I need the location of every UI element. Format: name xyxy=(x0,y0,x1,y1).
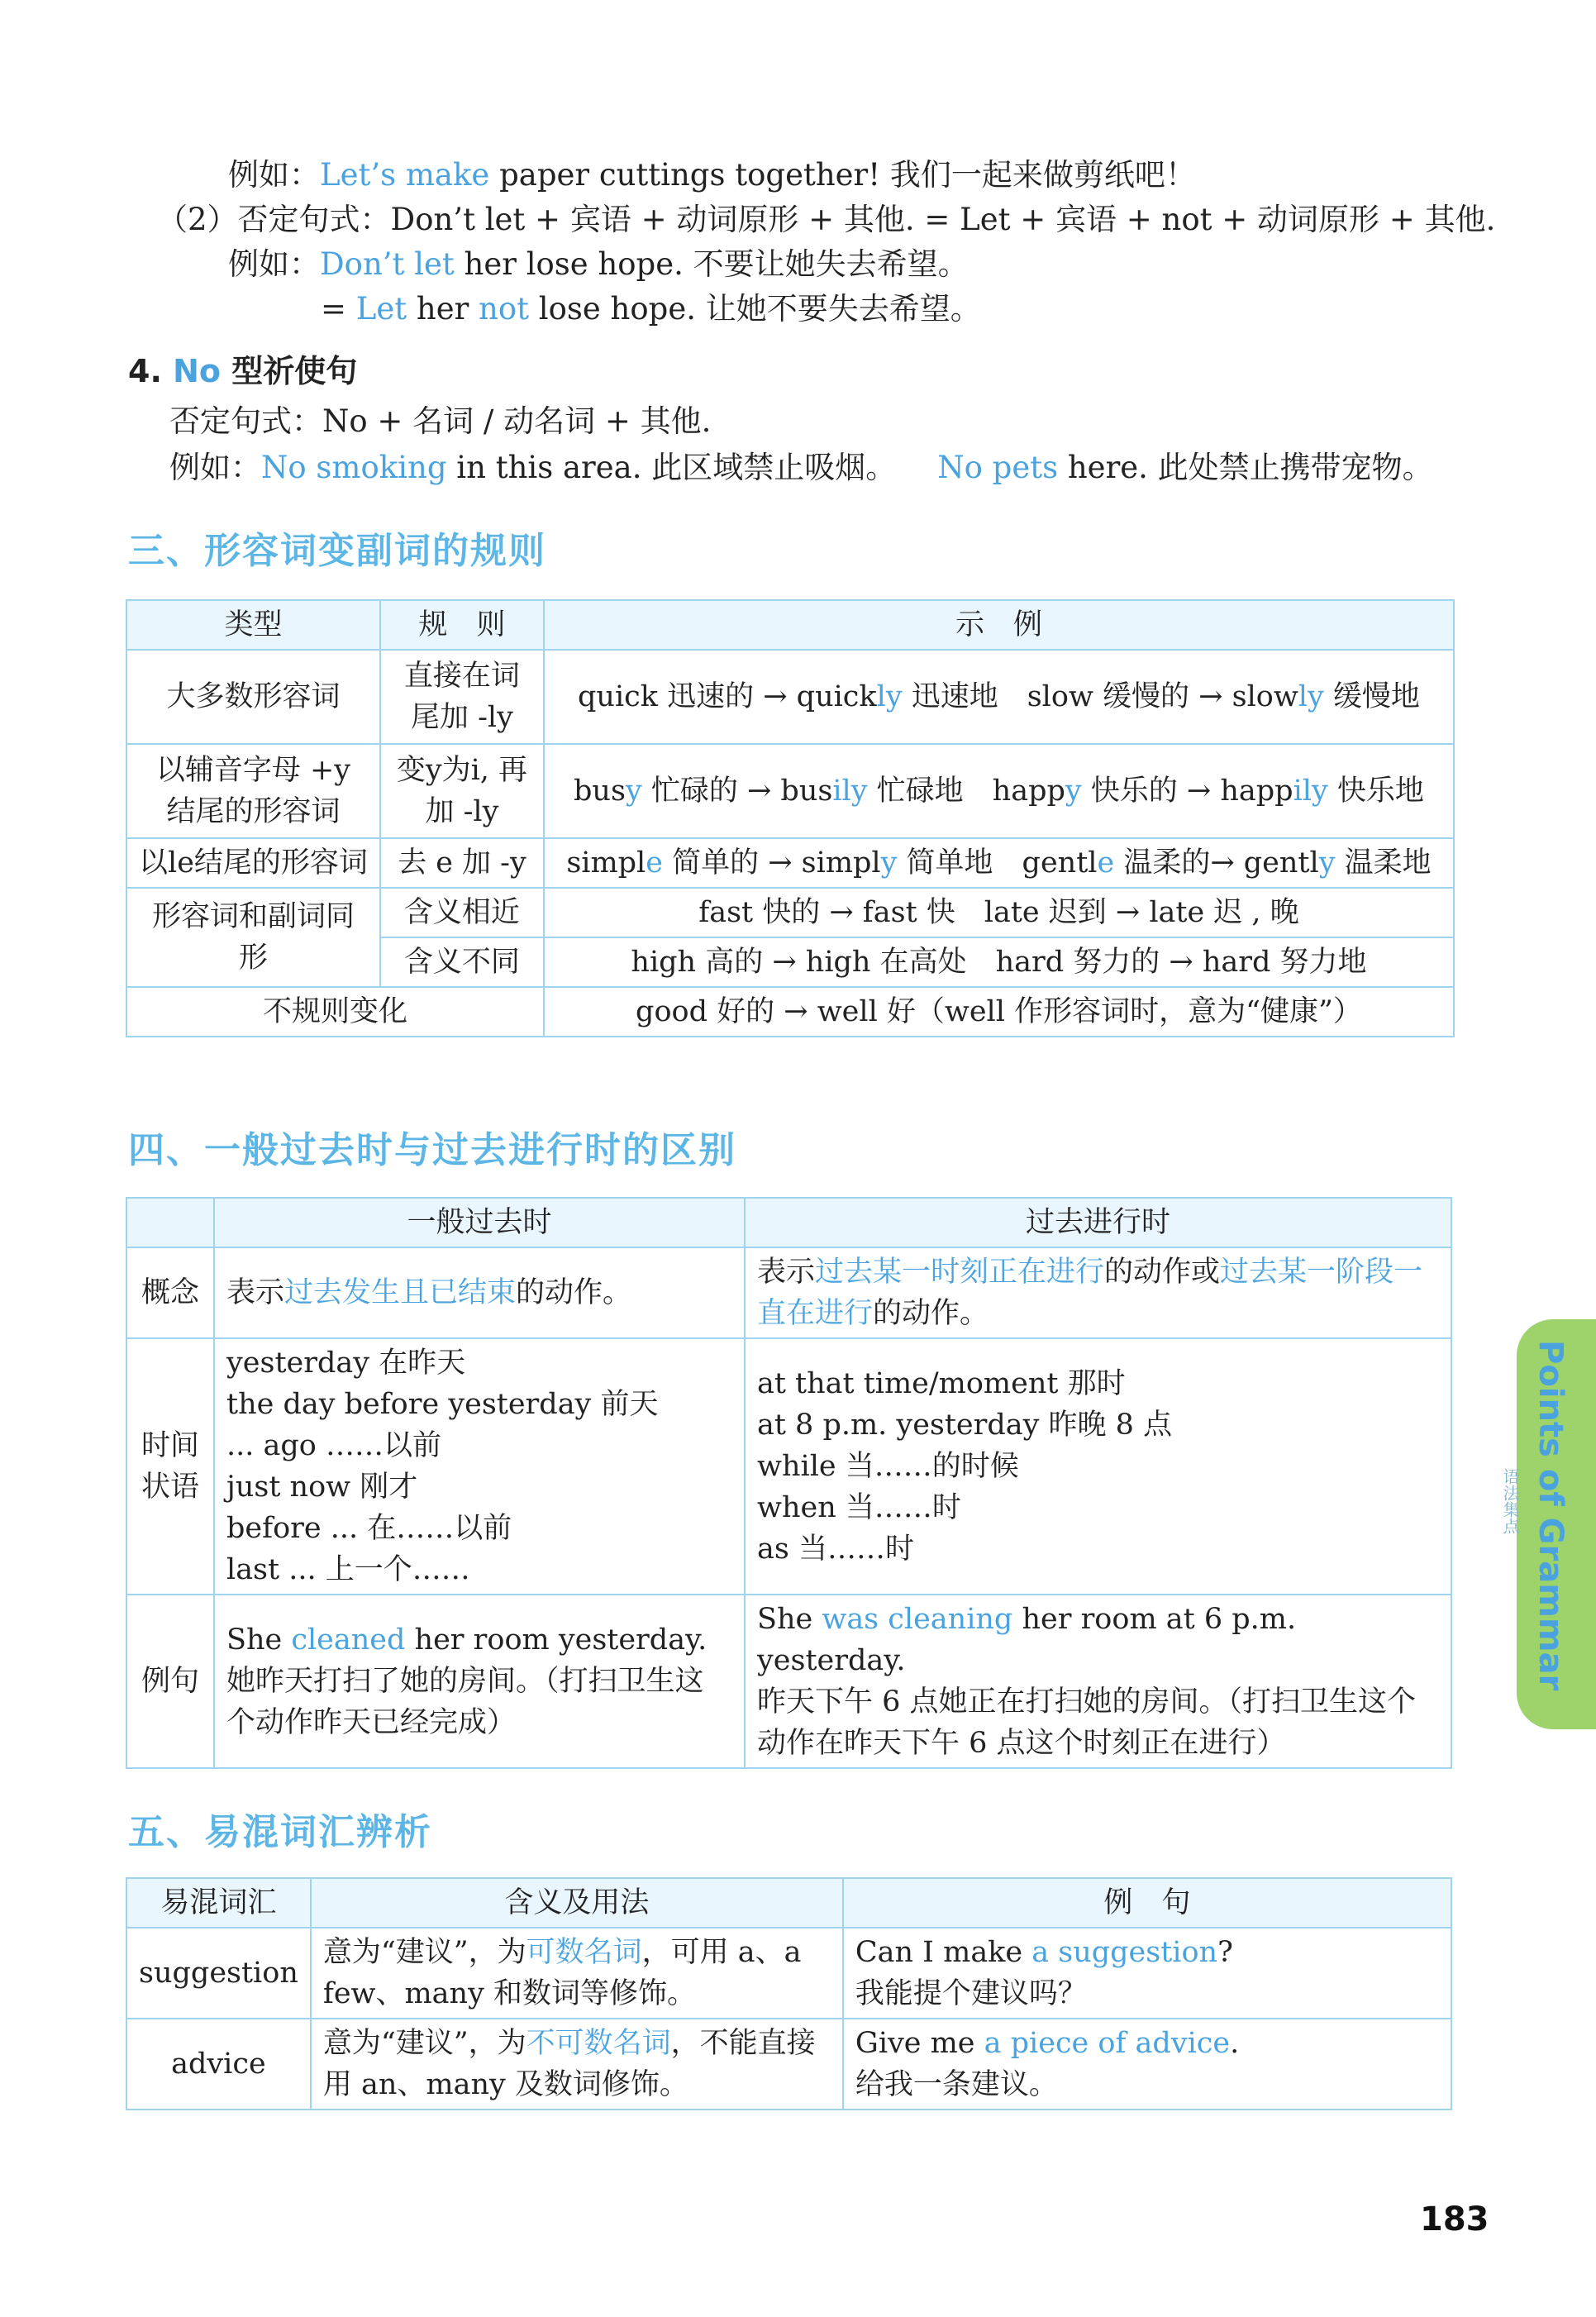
row-label: 时间状语 xyxy=(126,1338,214,1595)
example-cell xyxy=(544,744,1454,838)
rule-cell: 含义不同 xyxy=(380,937,544,987)
cell-text: ? xyxy=(1217,1936,1233,1969)
cell-text: 缓慢地 xyxy=(1323,680,1420,713)
highlight-text: Don’t let xyxy=(320,246,455,282)
table-header-row xyxy=(126,600,1454,650)
heading-number: 4. xyxy=(128,353,174,389)
highlight-text: ly xyxy=(1298,680,1324,713)
cell-text: ，不能直接用 an、many 及数词修饰。 xyxy=(322,2027,816,2101)
example-prefix: 例如： xyxy=(228,157,320,193)
cell-text: quick 迅速的 → quick xyxy=(578,680,877,713)
header-meaning: 含义及用法 xyxy=(311,1878,843,1928)
highlight-text: y xyxy=(1318,846,1336,880)
list-item: when 当……时 xyxy=(757,1491,961,1524)
list-item: as 当……时 xyxy=(757,1533,914,1566)
concept-simple-past xyxy=(214,1247,745,1338)
highlight-text: ily xyxy=(832,775,868,808)
highlight-text: Let xyxy=(355,291,407,327)
example-text: paper cuttings together! 我们一起来做剪纸吧！ xyxy=(489,157,1196,193)
header-simple-past: 一般过去时 xyxy=(214,1198,745,1247)
header-word: 易混词汇 xyxy=(126,1878,311,1928)
cell-text: . xyxy=(1230,2027,1240,2060)
no-rule-line: 否定句式：No + 名词 / 动名词 + 其他. xyxy=(169,403,712,439)
rule-cell: 变y为i, 再加 -ly xyxy=(380,744,544,838)
example-cell xyxy=(544,650,1454,744)
highlight-text: e xyxy=(1097,846,1115,880)
example-simple-past xyxy=(214,1595,745,1768)
time-past-continuous xyxy=(745,1338,1451,1595)
type-cell: 形容词和副词同形 xyxy=(126,888,380,987)
example-cell xyxy=(544,838,1454,888)
header-type: 类型 xyxy=(126,600,380,650)
highlight-text: a suggestion xyxy=(1031,1936,1218,1969)
points-of-grammar-tab xyxy=(1500,1319,1596,1729)
row-label: 概念 xyxy=(126,1247,214,1338)
example-cn: 她昨天打扫了她的房间。（打扫卫生这个动作昨天已经完成） xyxy=(226,1665,704,1739)
cell-text: 的动作。 xyxy=(516,1276,632,1309)
cell-text: her room yesterday. xyxy=(405,1623,707,1657)
example-en xyxy=(226,1619,732,1661)
type-cell: 以辅音字母 +y 结尾的形容词 xyxy=(126,744,380,838)
negative-form-line: （2）否定句式：Don’t let + 宾语 + 动词原形 + 其他. = Let + 宾语 + not + 动词原形 + 其他. xyxy=(157,202,1496,237)
example-cn: 给我一条建议。 xyxy=(855,2068,1058,2101)
cell-text: She xyxy=(226,1623,292,1657)
table-row xyxy=(126,2019,1451,2110)
confusing-words-table xyxy=(126,1877,1452,2110)
example-line-1 xyxy=(228,155,1196,195)
type-cell: 不规则变化 xyxy=(126,987,544,1037)
section-4-title: 四、一般过去时与过去进行时的区别 xyxy=(128,1129,736,1171)
cell-text: 忙碌地 happ xyxy=(867,775,1065,808)
cell-text: Can I make xyxy=(855,1936,1032,1969)
header-rule: 规 则 xyxy=(380,600,544,650)
table-row xyxy=(126,838,1454,888)
highlight-text: No pets xyxy=(937,450,1059,485)
list-item: last ... 上一个…… xyxy=(226,1553,470,1586)
time-simple-past xyxy=(214,1338,745,1595)
example-cell: good 好的 → well 好（well 作形容词时，意为“健康”） xyxy=(544,987,1454,1037)
table-row xyxy=(126,1247,1451,1338)
word-cell: suggestion xyxy=(126,1928,311,2019)
cell-text: simpl xyxy=(566,846,646,880)
tense-comparison-table xyxy=(126,1197,1452,1769)
rule-cell: 直接在词尾加 -ly xyxy=(380,650,544,744)
example-line-3 xyxy=(321,289,981,329)
list-item: just now 刚才 xyxy=(226,1471,418,1504)
no-example-line xyxy=(169,448,1433,488)
example-text: in this area. 此区域禁止吸烟。 xyxy=(446,450,897,485)
meaning-cell xyxy=(311,1928,843,2019)
example-text: here. 此处禁止携带宠物。 xyxy=(1058,450,1433,485)
highlight-text: y xyxy=(1065,775,1082,808)
list-item: while 当……的时候 xyxy=(757,1450,1019,1483)
highlight-text: Let’s make xyxy=(320,157,490,193)
cell-text: 意为“建议”，为 xyxy=(322,1936,526,1969)
table-row xyxy=(126,744,1454,838)
cell-text: 快乐地 xyxy=(1327,775,1424,808)
cell-text: 温柔地 xyxy=(1335,846,1432,880)
cell-text: 忙碌的 → bus xyxy=(641,775,833,808)
table-header-row xyxy=(126,1198,1451,1247)
example-cell: fast 快的 → fast 快 late 迟到 → late 迟 , 晚 xyxy=(544,888,1454,937)
page-number: 183 xyxy=(1420,2200,1489,2238)
example-prefix: 例如： xyxy=(169,450,261,485)
example-en xyxy=(757,1599,1439,1681)
cell-text: 温柔的→ gentl xyxy=(1114,846,1319,880)
rule-cell: 含义相近 xyxy=(380,888,544,937)
heading-no-word: No xyxy=(173,353,222,389)
highlight-text: 过去某一时刻正在进行 xyxy=(815,1256,1105,1289)
section-3-title: 三、形容词变副词的规则 xyxy=(128,530,546,572)
example-text: lose hope. 让她不要失去希望。 xyxy=(529,291,981,327)
cell-text: She xyxy=(757,1603,822,1636)
header-blank xyxy=(126,1198,214,1247)
tab-sublabel: 语法集点 xyxy=(1500,1468,1520,1534)
header-past-continuous: 过去进行时 xyxy=(745,1198,1451,1247)
example-en xyxy=(855,2023,1439,2064)
meaning-cell xyxy=(311,2019,843,2110)
concept-past-continuous xyxy=(745,1247,1451,1338)
cell-text: 快乐的 → happ xyxy=(1081,775,1293,808)
example-cell xyxy=(843,1928,1451,2019)
cell-text: 表示 xyxy=(757,1256,816,1289)
example-en xyxy=(855,1932,1439,1973)
highlight-text: 过去某一阶段一直在进行 xyxy=(757,1256,1423,1330)
cell-text: 简单的 → simpl xyxy=(662,846,881,880)
cell-text: 意为“建议”，为 xyxy=(322,2027,526,2060)
table-header-row xyxy=(126,1878,1451,1928)
highlight-text: y xyxy=(880,846,898,880)
list-item: before ... 在……以前 xyxy=(226,1512,512,1545)
list-item: ... ago ……以前 xyxy=(226,1429,441,1462)
list-item: at 8 p.m. yesterday 昨晚 8 点 xyxy=(757,1409,1173,1442)
highlight-text: not xyxy=(479,291,530,327)
example-text: her lose hope. 不要让她失去希望。 xyxy=(454,246,969,282)
rule-cell: 去 e 加 -y xyxy=(380,838,544,888)
highlight-text: 不可数名词 xyxy=(526,2027,671,2060)
word-cell: advice xyxy=(126,2019,311,2110)
example-cn: 我能提个建议吗？ xyxy=(855,1977,1087,2010)
table-row xyxy=(126,1595,1451,1768)
highlight-text: No smoking xyxy=(261,450,447,485)
list-item: yesterday 在昨天 xyxy=(226,1347,466,1380)
example-cn: 昨天下午 6 点她正在打扫她的房间。（打扫卫生这个动作在昨天下午 6 点这个时刻正在进行） xyxy=(757,1685,1417,1760)
tab-label: Points of Grammar xyxy=(1532,1340,1570,1691)
type-cell: 大多数形容词 xyxy=(126,650,380,744)
adjective-adverb-table xyxy=(126,599,1455,1037)
table-row xyxy=(126,650,1454,744)
cell-text: her room at 6 p.m. yesterday. xyxy=(757,1603,1297,1677)
type-cell: 以le结尾的形容词 xyxy=(126,838,380,888)
highlight-text: 可数名词 xyxy=(526,1936,642,1969)
cell-text: Give me xyxy=(855,2027,984,2060)
cell-text: ，可用 a、a few、many 和数词等修饰。 xyxy=(322,1936,802,2010)
table-row xyxy=(126,1928,1451,2019)
example-text: her xyxy=(407,291,479,327)
highlight-text: cleaned xyxy=(291,1623,406,1657)
list-item: the day before yesterday 前天 xyxy=(226,1388,659,1421)
highlight-text: was cleaning xyxy=(822,1603,1013,1636)
example-cell: high 高的 → high 在高处 hard 努力的 → hard 努力地 xyxy=(544,937,1454,987)
cell-text: 的动作或 xyxy=(1104,1256,1221,1289)
example-prefix: = xyxy=(321,291,356,327)
cell-text: 的动作。 xyxy=(873,1297,989,1330)
highlight-text: 过去发生且已结束 xyxy=(284,1276,517,1309)
row-label: 例句 xyxy=(126,1595,214,1768)
list-item: at that time/moment 那时 xyxy=(757,1367,1126,1400)
header-example: 示 例 xyxy=(544,600,1454,650)
highlight-text: y xyxy=(625,775,642,808)
highlight-text: e xyxy=(646,846,663,880)
table-row xyxy=(126,1338,1451,1595)
highlight-text: ily xyxy=(1293,775,1328,808)
no-imperative-heading xyxy=(128,346,357,391)
example-prefix: 例如： xyxy=(228,246,320,282)
heading-title: 型祈使句 xyxy=(221,353,358,389)
example-line-2 xyxy=(228,245,969,284)
cell-text: bus xyxy=(574,775,626,808)
header-example: 例 句 xyxy=(843,1878,1451,1928)
highlight-text: a piece of advice xyxy=(984,2027,1231,2060)
table-row xyxy=(126,987,1454,1037)
cell-text: 表示 xyxy=(226,1276,285,1309)
section-5-title: 五、易混词汇辨析 xyxy=(128,1811,432,1853)
example-past-continuous xyxy=(745,1595,1451,1768)
table-row xyxy=(126,888,1454,937)
example-cell xyxy=(843,2019,1451,2110)
cell-text: 简单地 gentl xyxy=(897,846,1098,880)
cell-text: 迅速地 slow 缓慢的 → slow xyxy=(902,680,1298,713)
highlight-text: ly xyxy=(876,680,903,713)
